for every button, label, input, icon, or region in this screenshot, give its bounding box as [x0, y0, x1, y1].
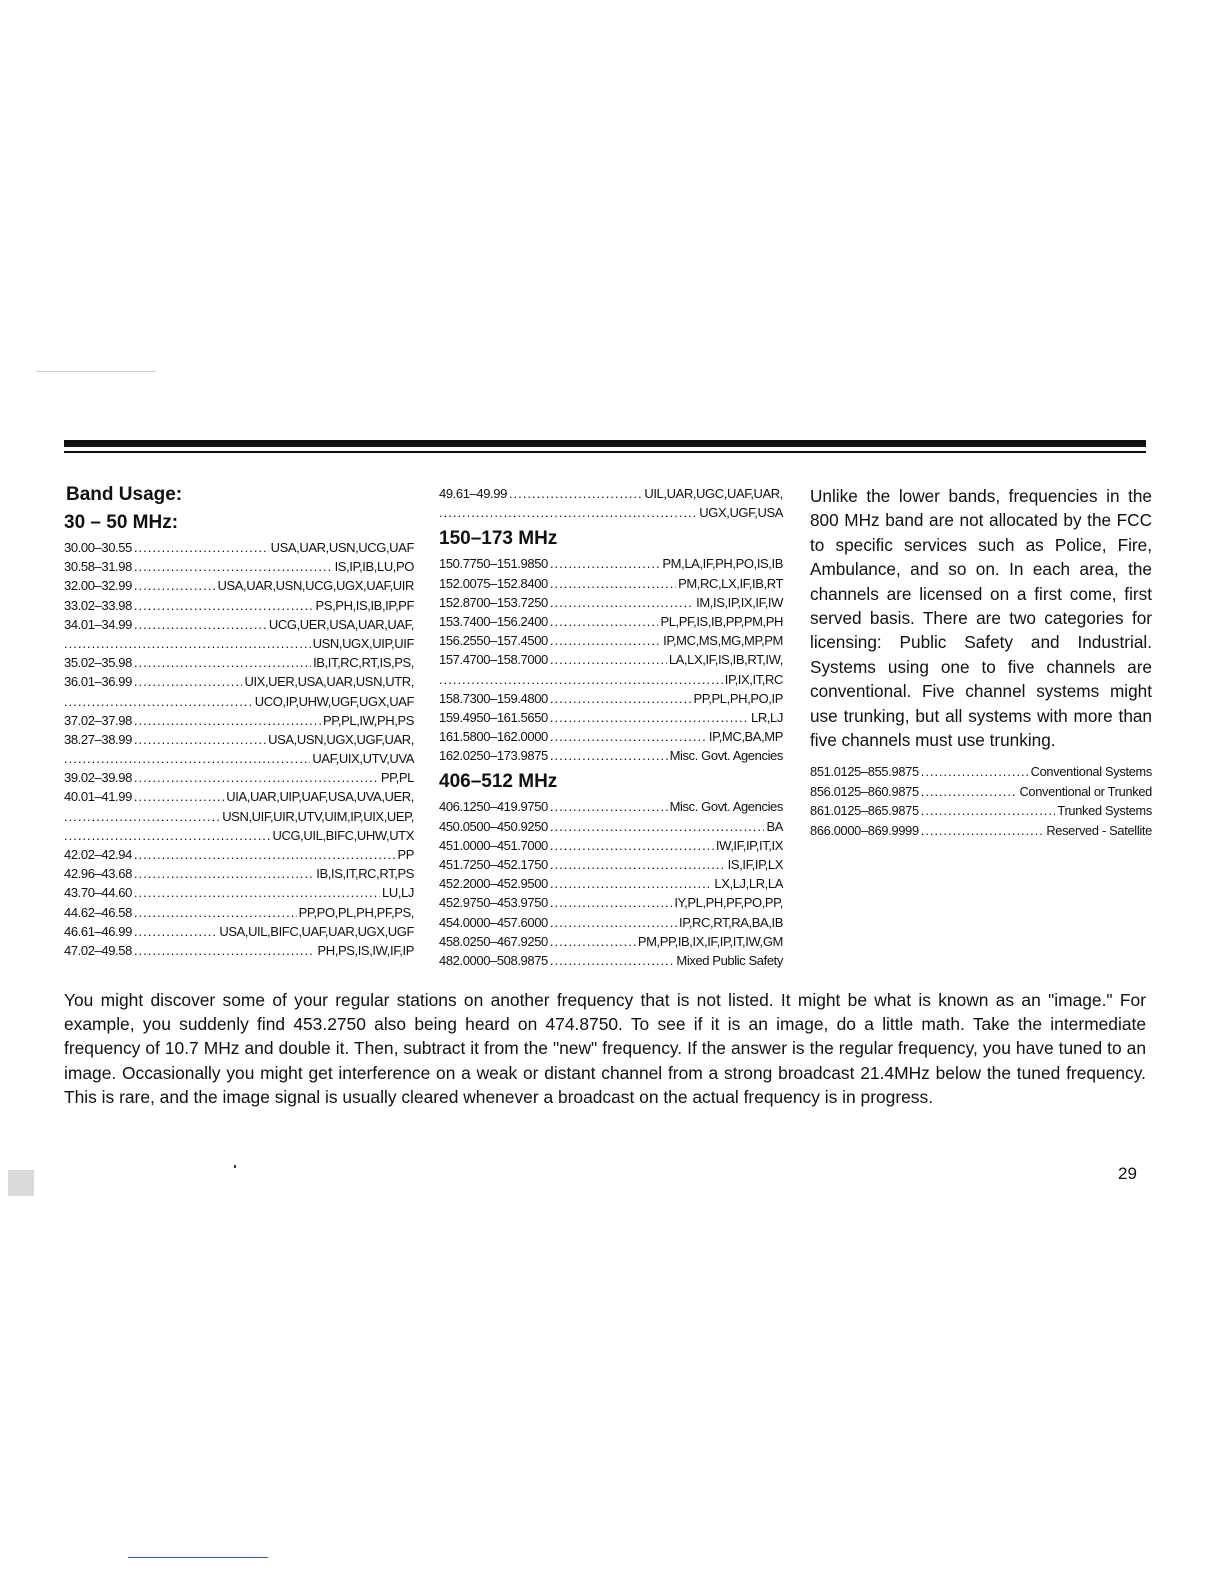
frequency-range: 36.01–36.99	[64, 674, 132, 690]
dot-leader	[550, 874, 713, 893]
frequency-range: 861.0125–865.9875	[810, 803, 919, 819]
service-codes: IM,IS,IP,IX,IF,IW	[696, 594, 783, 610]
frequency-range: 44.62–46.58	[64, 904, 132, 920]
frequency-range: 47.02–49.58	[64, 942, 132, 958]
scan-artifact-line	[128, 1557, 268, 1558]
frequency-row	[64, 845, 414, 864]
dot-leader	[550, 836, 714, 855]
service-codes: Misc. Govt. Agencies	[669, 799, 783, 815]
frequency-row	[64, 730, 414, 749]
service-codes: PM,RC,LX,IF,IB,RT	[678, 575, 783, 591]
frequency-row	[64, 596, 414, 615]
service-codes: Trunked Systems	[1057, 803, 1152, 819]
frequency-range: 30.58–31.98	[64, 559, 132, 575]
image-frequency-paragraph: You might discover some of your regular stations on another frequency that is not listed. It might be what is known as an "image." For example, you suddenly find 453.2750 also being heard on 474.8750. To see if it is an image, do a little math. Take the intermediate frequency of 10.7 MHz and double it. Then, subtract it from the "new" frequency. If the answer is the regular frequency, you have tuned to an image. Occasionally you might get interference on a weak or distant channel from a strong broadcast 21.4MHz below the tuned frequency. This is rare, and the image signal is usually cleared whenever a broadcast on the actual frequency is in progress.	[64, 990, 1146, 1107]
frequency-row	[64, 864, 414, 883]
dot-leader	[134, 576, 216, 595]
dot-leader	[134, 768, 379, 787]
frequency-row	[810, 821, 1152, 841]
dot-leader	[550, 593, 694, 612]
service-codes: UAF,UIX,UTV,UVA	[312, 751, 414, 767]
dot-leader	[921, 762, 1029, 782]
frequency-range: 159.4950–161.5650	[439, 709, 548, 725]
frequency-range: 153.7400–156.2400	[439, 613, 548, 629]
band-usage-heading: Band Usage:	[66, 484, 183, 505]
dot-leader	[550, 913, 677, 932]
frequency-row	[439, 727, 783, 746]
800mhz-paragraph: Unlike the lower bands, frequencies in the 800 MHz band are not allocated by the FCC to specific services such as Police, Fire, Ambulance, and so on. In each area, the channels are licensed on a first come, first served basis. There are two categories for licensing: Public Safety and Industrial. Systems using one to five channels are conventional. Five channel systems might use trunking, but all systems with more than five channels must use trunking.	[810, 486, 1152, 751]
frequency-row	[64, 826, 414, 845]
frequency-range: 150.7750–151.9850	[439, 556, 548, 572]
dot-leader	[550, 554, 661, 573]
dot-leader	[134, 845, 396, 864]
service-codes: IP,MC,MS,MG,MP,PM	[663, 633, 783, 649]
dot-leader	[550, 797, 668, 816]
frequency-row	[439, 631, 783, 650]
frequency-row	[64, 576, 414, 595]
service-codes: Misc. Govt. Agencies	[669, 748, 783, 764]
frequency-row	[64, 749, 414, 768]
service-codes: USN,UIF,UIR,UTV,UIM,IP,UIX,UEP,	[222, 808, 414, 824]
frequency-row	[439, 593, 783, 612]
frequency-list-406-512	[439, 797, 783, 970]
service-codes: UCG,UIL,BIFC,UHW,UTX	[272, 827, 414, 843]
service-codes: IS,IP,IB,LU,PO	[334, 559, 414, 575]
frequency-row	[810, 762, 1152, 782]
dot-leader	[550, 932, 636, 951]
dot-leader	[550, 631, 661, 650]
frequency-list-30-50	[64, 538, 414, 960]
frequency-row	[64, 883, 414, 902]
band-heading-30-50: 30 – 50 MHz:	[64, 512, 179, 533]
frequency-range: 161.5800–162.0000	[439, 729, 548, 745]
frequency-row	[64, 711, 414, 730]
page-number: 29	[1118, 1164, 1137, 1183]
frequency-range: 482.0000–508.9875	[439, 952, 548, 968]
frequency-row	[64, 615, 414, 634]
frequency-list-150-173	[439, 554, 783, 765]
frequency-range: 42.02–42.94	[64, 847, 132, 862]
frequency-row	[439, 484, 783, 503]
frequency-range: 450.0500–450.9250	[439, 818, 548, 834]
frequency-row	[64, 941, 414, 960]
service-codes: IY,PL,PH,PF,PO,PP,	[674, 895, 783, 911]
frequency-range: 452.9750–453.9750	[439, 895, 548, 911]
service-codes: IP,RC,RT,RA,BA,IB	[679, 914, 783, 930]
frequency-range: 35.02–35.98	[64, 655, 132, 671]
frequency-row	[439, 874, 783, 893]
frequency-range: 37.02–37.98	[64, 712, 132, 728]
frequency-range: 42.96–43.68	[64, 866, 132, 882]
dot-leader	[134, 615, 267, 634]
frequency-row	[64, 903, 414, 922]
frequency-list-800	[810, 762, 1152, 840]
frequency-range: 46.61–46.99	[64, 923, 132, 939]
service-codes: USA,USN,UGX,UGF,UAR,	[268, 731, 414, 747]
frequency-row	[64, 787, 414, 806]
frequency-range: 162.0250–173.9875	[439, 748, 548, 764]
frequency-range: 156.2550–157.4500	[439, 633, 548, 649]
service-codes: USA,UAR,USN,UCG,UAF	[270, 540, 414, 555]
frequency-range: 43.70–44.60	[64, 885, 132, 901]
scan-artifact-dot	[234, 1165, 236, 1168]
frequency-range: 49.61–49.99	[439, 486, 507, 501]
service-codes: LA,LX,IF,IS,IB,RT,IW,	[668, 652, 783, 668]
dot-leader	[134, 538, 269, 557]
service-codes: Conventional Systems	[1030, 764, 1152, 780]
dot-leader	[134, 730, 266, 749]
frequency-list-49	[439, 484, 783, 522]
frequency-range: 851.0125–855.9875	[810, 764, 919, 780]
frequency-range: 34.01–34.99	[64, 616, 132, 632]
service-codes: USA,UAR,USN,UCG,UGX,UAF,UIR	[217, 578, 414, 594]
frequency-row	[439, 650, 783, 669]
service-codes: PP,PL,PH,PO,IP	[693, 690, 783, 706]
service-codes: PM,PP,IB,IX,IF,IP,IT,IW,GM	[637, 933, 783, 949]
frequency-range: 458.0250–467.9250	[439, 933, 548, 949]
frequency-row	[439, 817, 783, 836]
band-usage-column-1	[64, 484, 414, 960]
dot-leader	[921, 782, 1018, 802]
service-codes: PP,PL	[380, 770, 414, 786]
service-codes: IB,IT,RC,RT,IS,PS,	[313, 655, 414, 671]
frequency-row	[439, 932, 783, 951]
service-codes: LR,LJ	[751, 709, 783, 725]
dot-leader	[64, 692, 253, 711]
frequency-row	[64, 692, 414, 711]
frequency-row	[439, 746, 783, 765]
service-codes: IS,IF,IP,LX	[727, 857, 783, 872]
dot-leader	[550, 817, 765, 836]
dot-leader	[134, 711, 321, 730]
frequency-row	[439, 670, 783, 689]
frequency-row	[439, 612, 783, 631]
frequency-range: 406.1250–419.9750	[439, 799, 548, 815]
dot-leader	[921, 801, 1056, 821]
frequency-row	[810, 782, 1152, 802]
dot-leader	[134, 653, 311, 672]
service-codes: PP	[397, 847, 414, 862]
frequency-row	[64, 634, 414, 653]
dot-leader	[64, 807, 220, 826]
dot-leader	[64, 634, 311, 653]
dot-leader	[134, 672, 243, 691]
frequency-row	[439, 554, 783, 573]
frequency-range: 452.2000–452.9500	[439, 876, 548, 892]
frequency-range: 30.00–30.55	[64, 540, 132, 555]
scan-artifact	[36, 371, 156, 372]
frequency-row	[439, 893, 783, 912]
service-codes: Conventional or Trunked	[1019, 783, 1152, 799]
dot-leader	[550, 689, 692, 708]
frequency-row	[439, 855, 783, 874]
frequency-range: 152.8700–153.7250	[439, 594, 548, 610]
frequency-row	[439, 797, 783, 816]
service-codes: PP,PO,PL,PH,PF,PS,	[298, 904, 414, 920]
service-codes: IW,IF,IP,IT,IX	[715, 837, 783, 853]
dot-leader	[64, 749, 310, 768]
dot-leader	[550, 727, 707, 746]
service-codes: LU,LJ	[382, 885, 414, 901]
service-codes: UIX,UER,USA,UAR,USN,UTR,	[244, 674, 414, 690]
service-codes: USN,UGX,UIP,UIF	[312, 635, 414, 651]
dot-leader	[921, 821, 1045, 841]
dot-leader	[509, 484, 642, 503]
service-codes: UCO,IP,UHW,UGF,UGX,UAF	[254, 693, 414, 709]
frequency-row	[439, 708, 783, 727]
dot-leader	[134, 883, 380, 902]
dot-leader	[134, 596, 314, 615]
frequency-range: 39.02–39.98	[64, 770, 132, 786]
dot-leader	[134, 903, 297, 922]
frequency-range: 32.00–32.99	[64, 578, 132, 594]
frequency-range: 451.7250–452.1750	[439, 857, 548, 872]
frequency-range: 451.0000–451.7000	[439, 837, 548, 853]
frequency-range: 158.7300–159.4800	[439, 690, 548, 706]
frequency-row	[810, 801, 1152, 821]
service-codes: PL,PF,IS,IB,PP,PM,PH	[660, 613, 783, 629]
dot-leader	[134, 941, 316, 960]
header-rule-thin	[64, 451, 1146, 453]
dot-leader	[439, 503, 697, 522]
service-codes: Reserved - Satellite	[1046, 822, 1152, 838]
frequency-range: 454.0000–457.6000	[439, 914, 548, 930]
dot-leader	[550, 855, 726, 874]
frequency-row	[64, 557, 414, 576]
frequency-row	[64, 653, 414, 672]
service-codes: USA,UIL,BIFC,UAF,UAR,UGX,UGF	[219, 923, 414, 939]
service-codes: LX,LJ,LR,LA	[714, 876, 783, 892]
dot-leader	[134, 922, 217, 941]
dot-leader	[550, 951, 675, 970]
frequency-row	[439, 951, 783, 970]
dot-leader	[134, 864, 314, 883]
service-codes: PM,LA,IF,PH,PO,IS,IB	[662, 556, 783, 572]
frequency-row	[439, 503, 783, 522]
service-codes: PS,PH,IS,IB,IP,PF	[315, 597, 414, 613]
frequency-row	[64, 538, 414, 557]
frequency-row	[64, 768, 414, 787]
dot-leader	[550, 612, 659, 631]
dot-leader	[550, 746, 668, 765]
service-codes: Mixed Public Safety	[676, 952, 783, 968]
service-codes: IP,MC,BA,MP	[708, 729, 783, 745]
service-codes: PH,PS,IS,IW,IF,IP	[317, 942, 414, 958]
band-usage-column-3	[810, 484, 1152, 840]
service-codes: PP,PL,IW,PH,PS	[323, 712, 414, 728]
frequency-range: 38.27–38.99	[64, 731, 132, 747]
service-codes: UGX,UGF,USA	[699, 505, 783, 521]
frequency-range: 152.0075–152.8400	[439, 575, 548, 591]
frequency-row	[64, 807, 414, 826]
dot-leader	[134, 557, 333, 576]
frequency-row	[64, 672, 414, 691]
frequency-row	[64, 922, 414, 941]
header-rule-thick	[64, 440, 1146, 447]
service-codes: UCG,UER,USA,UAR,UAF,	[268, 616, 414, 632]
dot-leader	[550, 574, 676, 593]
frequency-range: 40.01–41.99	[64, 789, 132, 805]
service-codes: BA	[766, 818, 783, 834]
frequency-range: 157.4700–158.7000	[439, 652, 548, 668]
dot-leader	[550, 893, 672, 912]
frequency-range: 33.02–33.98	[64, 597, 132, 613]
frequency-row	[439, 574, 783, 593]
service-codes: UIA,UAR,UIP,UAF,USA,UVA,UER,	[226, 789, 414, 805]
frequency-row	[439, 836, 783, 855]
service-codes: IP,IX,IT,RC	[724, 671, 783, 687]
scan-artifact-corner	[8, 1170, 34, 1196]
frequency-row	[439, 913, 783, 932]
dot-leader	[64, 826, 270, 845]
band-heading-406-512: 406–512 MHz	[439, 771, 558, 793]
frequency-row	[439, 689, 783, 708]
frequency-range: 866.0000–869.9999	[810, 822, 919, 838]
dot-leader	[550, 650, 667, 669]
service-codes: UIL,UAR,UGC,UAF,UAR,	[644, 486, 783, 501]
dot-leader	[439, 670, 723, 689]
frequency-range: 856.0125–860.9875	[810, 783, 919, 799]
dot-leader	[550, 708, 749, 727]
service-codes: IB,IS,IT,RC,RT,PS	[316, 866, 414, 882]
band-heading-150-173: 150–173 MHz	[439, 528, 558, 550]
band-usage-column-2	[439, 484, 783, 970]
dot-leader	[134, 787, 224, 806]
